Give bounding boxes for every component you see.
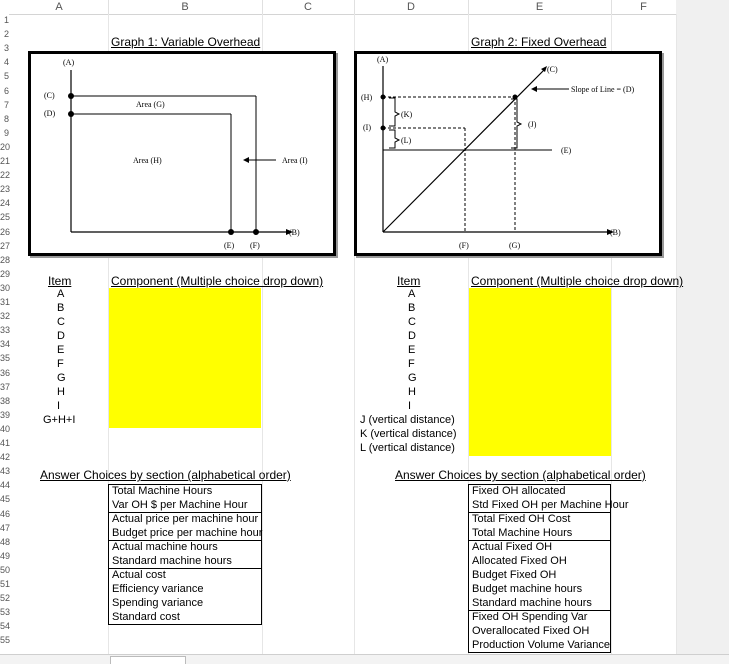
g1-label-c: (C): [44, 91, 55, 100]
table2-item: F: [408, 358, 415, 370]
table2-item: I: [408, 400, 412, 412]
row-header[interactable]: 35: [0, 353, 11, 364]
row-header[interactable]: 26: [0, 226, 11, 237]
table2-item: L (vertical distance): [360, 442, 455, 454]
table1-component-dropdowns[interactable]: [109, 288, 261, 428]
row-header[interactable]: 24: [0, 198, 11, 209]
answers1-choice: Actual cost: [112, 569, 166, 581]
row-header[interactable]: 44: [0, 480, 11, 491]
table1-item: C: [57, 316, 65, 328]
answers2-choice: Total Machine Hours: [472, 527, 573, 539]
row-header[interactable]: 20: [0, 141, 11, 152]
table1-component-header: Component (Multiple choice drop down): [111, 274, 324, 288]
g1-label-b: (B): [289, 228, 300, 237]
answers1-header: Answer Choices by section (alphabetical order): [40, 468, 291, 482]
answers2-choice: Allocated Fixed OH: [472, 555, 567, 567]
row-header[interactable]: 28: [0, 254, 11, 265]
table2-item-header: Item: [397, 274, 421, 288]
column-header-a[interactable]: A: [10, 0, 109, 14]
row-header[interactable]: 54: [0, 621, 11, 632]
g2-label-e: (E): [561, 146, 572, 155]
answers2-choice: Overallocated Fixed OH: [472, 625, 590, 637]
row-header[interactable]: 42: [0, 452, 11, 463]
row-header[interactable]: 41: [0, 438, 11, 448]
row-header[interactable]: 40: [0, 423, 11, 434]
g1-label-a: (A): [63, 58, 75, 67]
table2-item: E: [408, 344, 416, 356]
g1-label-d: (D): [44, 109, 56, 118]
row-header[interactable]: 33: [0, 325, 11, 336]
table2-item: A: [408, 288, 416, 300]
table2-component-dropdowns[interactable]: [469, 288, 611, 456]
table1-item: A: [57, 288, 65, 300]
table2-item: H: [408, 386, 416, 398]
g2-label-k: (K): [401, 110, 413, 119]
answers1-choice: Actual machine hours: [112, 541, 218, 553]
g2-label-j: (J): [528, 120, 537, 129]
row-header[interactable]: 21: [0, 156, 11, 166]
row-header[interactable]: 6: [3, 85, 9, 96]
answers2-choice: Std Fixed OH per Machine Hour: [472, 499, 629, 511]
row-header-bar: [0, 14, 9, 663]
table1-item: D: [57, 330, 65, 342]
answers2-choice: Production Volume Variance: [472, 639, 610, 651]
row-header[interactable]: 34: [0, 339, 11, 350]
answers2-choice: Total Fixed OH Cost: [472, 513, 571, 525]
row-header[interactable]: 39: [0, 409, 11, 420]
graph1-title: Graph 1: Variable Overhead: [111, 35, 261, 49]
table1-item: G: [57, 372, 66, 384]
g2-label-slope: Slope of Line = (D): [571, 85, 635, 94]
row-header[interactable]: 4: [3, 57, 9, 68]
row-header[interactable]: 32: [0, 311, 11, 322]
graph2-image[interactable]: [354, 51, 662, 256]
g1-label-area-h: Area (H): [133, 156, 162, 165]
graph1-image[interactable]: [28, 51, 336, 256]
row-header[interactable]: 49: [0, 550, 11, 561]
row-header[interactable]: 37: [0, 381, 11, 392]
answers1-choice: Actual price per machine hour: [112, 513, 259, 525]
sheet-tab[interactable]: [110, 656, 186, 664]
answers1-choice: Efficiency variance: [112, 583, 204, 595]
table1-item: B: [57, 302, 65, 314]
row-header[interactable]: 9: [3, 127, 9, 138]
graph2-svg: [357, 54, 659, 253]
column-header-bar: [0, 0, 729, 15]
row-header[interactable]: 31: [0, 297, 11, 307]
table2-item: B: [408, 302, 416, 314]
table1-item: I: [57, 400, 61, 412]
answers1-choice: Budget price per machine hour: [112, 527, 263, 539]
row-header[interactable]: 1: [3, 15, 9, 25]
g2-label-g: (G): [509, 241, 521, 250]
row-header[interactable]: 23: [0, 184, 11, 195]
g1-label-area-i: Area (I): [282, 156, 308, 165]
row-header[interactable]: 5: [3, 71, 9, 82]
row-header[interactable]: 2: [3, 29, 9, 40]
row-header[interactable]: 47: [0, 522, 11, 533]
g1-label-f: (F): [250, 241, 260, 250]
answers2-choice: Fixed OH Spending Var: [472, 611, 588, 623]
row-header[interactable]: 8: [3, 113, 9, 124]
row-header[interactable]: 38: [0, 395, 11, 406]
answers1-choice: Total Machine Hours: [112, 485, 213, 497]
answers2-choice: Budget Fixed OH: [472, 569, 557, 581]
row-header[interactable]: 22: [0, 170, 11, 181]
table2-component-header: Component (Multiple choice drop down): [471, 274, 684, 288]
row-header[interactable]: 46: [0, 508, 11, 519]
answers1-choice: Spending variance: [112, 597, 204, 609]
table1-item: G+H+I: [43, 414, 76, 426]
row-header[interactable]: 52: [0, 593, 11, 604]
table1-item: F: [57, 358, 64, 370]
row-header[interactable]: 51: [0, 579, 11, 589]
answers1-choice: Standard cost: [112, 611, 180, 623]
row-header[interactable]: 7: [3, 99, 9, 110]
table2-item: K (vertical distance): [360, 428, 457, 440]
answers1-choice: Standard machine hours: [112, 555, 232, 567]
table2-item: D: [408, 330, 416, 342]
grid-line: [676, 14, 677, 654]
answers2-header: Answer Choices by section (alphabetical order): [395, 468, 646, 482]
g2-label-a: (A): [377, 55, 389, 64]
g2-label-c: (C): [547, 65, 558, 74]
row-header[interactable]: 43: [0, 466, 11, 477]
answers2-choice: Budget machine hours: [472, 583, 583, 595]
table2-item: G: [408, 372, 417, 384]
row-header[interactable]: 55: [0, 635, 11, 646]
graph1-svg: [31, 54, 333, 253]
answers1-choice: Var OH $ per Machine Hour: [112, 499, 248, 511]
row-header[interactable]: 48: [0, 536, 11, 547]
table1-item: H: [57, 386, 65, 398]
answers2-choice: Actual Fixed OH: [472, 541, 553, 553]
column-header-f[interactable]: F: [611, 0, 677, 14]
row-header[interactable]: 25: [0, 212, 11, 223]
table2-item: C: [408, 316, 416, 328]
row-header[interactable]: 45: [0, 494, 11, 505]
table1-item-header: Item: [48, 274, 72, 288]
row-header[interactable]: 50: [0, 564, 11, 575]
grey-area: [676, 0, 729, 663]
table1-item: E: [57, 344, 65, 356]
g2-label-b: (B): [610, 228, 621, 237]
column-header-e[interactable]: E: [468, 0, 612, 14]
row-header[interactable]: 27: [0, 240, 11, 251]
row-header[interactable]: 53: [0, 607, 11, 618]
row-header[interactable]: 36: [0, 367, 11, 378]
table2-item: J (vertical distance): [360, 414, 455, 426]
g2-label-l: (L): [401, 136, 412, 145]
g1-label-e: (E): [224, 241, 235, 250]
column-header-b[interactable]: B: [108, 0, 263, 14]
g2-label-i: (I): [363, 123, 371, 132]
column-header-c[interactable]: C: [262, 0, 355, 14]
g1-label-area-g: Area (G): [136, 100, 165, 109]
answers2-choice: Standard machine hours: [472, 597, 592, 609]
answers2-choice: Fixed OH allocated: [472, 485, 566, 497]
graph2-title: Graph 2: Fixed Overhead: [471, 35, 607, 49]
column-header-d[interactable]: D: [354, 0, 469, 14]
g2-label-f: (F): [459, 241, 469, 250]
row-header[interactable]: 30: [0, 282, 11, 293]
row-header[interactable]: 29: [0, 268, 11, 279]
g2-label-h: (H): [361, 93, 373, 102]
row-header[interactable]: 3: [3, 43, 9, 54]
